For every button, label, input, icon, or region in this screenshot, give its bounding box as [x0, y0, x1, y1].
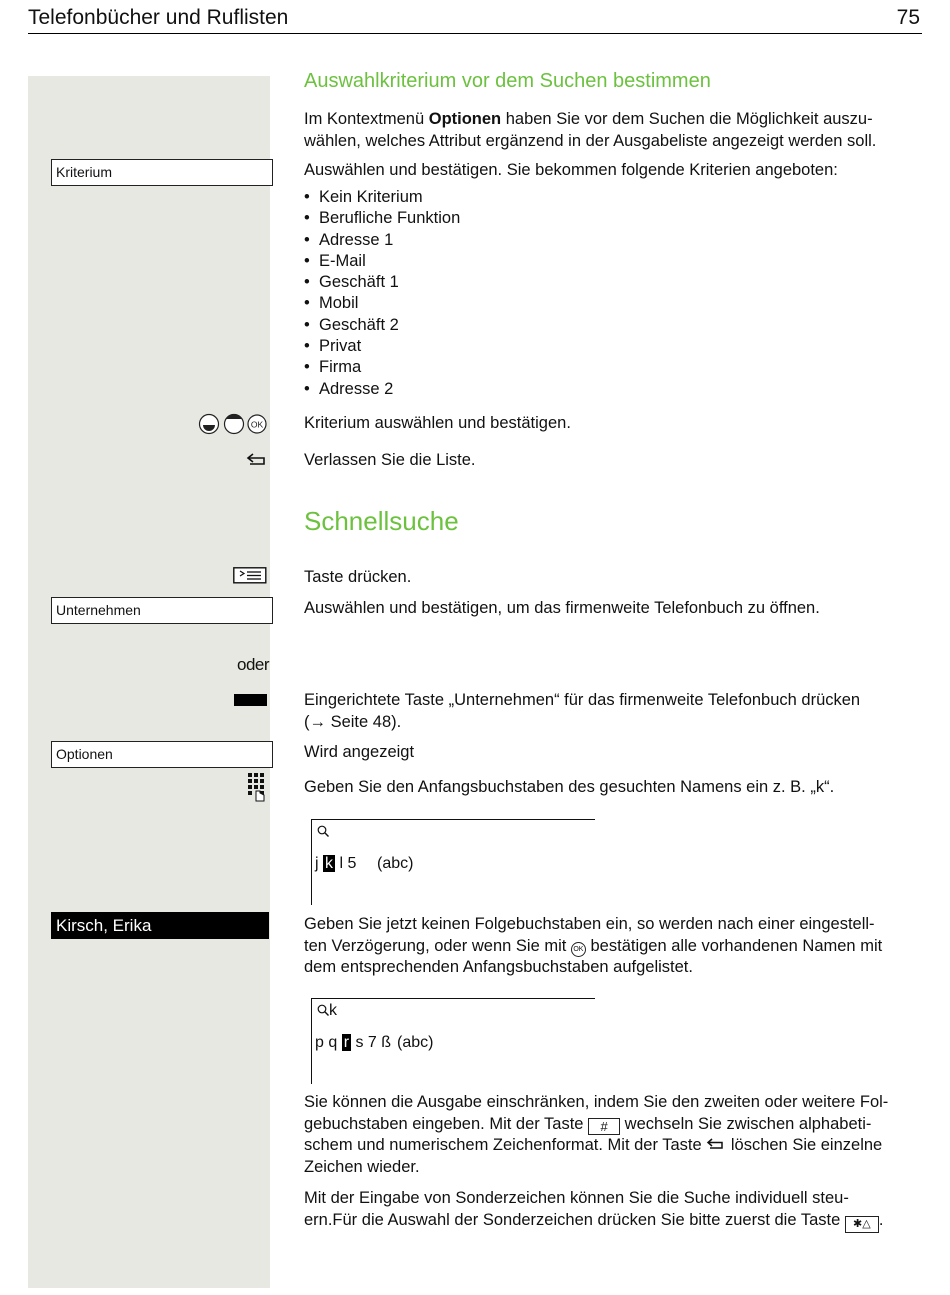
- intro-bold: Optionen: [428, 110, 502, 128]
- navigation-keys-icon: [198, 413, 268, 435]
- selected-char: k: [325, 855, 333, 872]
- page-reference-link[interactable]: (→ Seite 48).: [304, 712, 402, 731]
- hash-key-icon: #: [588, 1118, 620, 1135]
- display-unternehmen: Unternehmen: [51, 597, 273, 624]
- special-line1: Mit der Eingabe von Sonderzeichen können Sie die Suche individuell steu-: [304, 1189, 849, 1207]
- no-more-line1: Geben Sie jetzt keinen Folgebuchstaben ein, so werden nach einer eingestell-: [304, 915, 875, 933]
- svg-text:OK: OK: [250, 419, 264, 430]
- list-item: • Mobil: [304, 293, 460, 314]
- configured-key-line1: Eingerichtete Taste „Unternehmen“ für das firmenweite Telefonbuch drücken: [304, 691, 861, 709]
- menu-key-icon: [233, 567, 267, 584]
- input-mode: (abc): [377, 855, 414, 872]
- no-more-line2b: bestätigen alle vorhandenen Namen mit: [585, 936, 883, 955]
- chars-after: s 7 ß: [351, 1034, 392, 1051]
- restrict-line1: Sie können die Ausgabe einschränken, indem Sie den zweiten oder weitere Fol-: [304, 1093, 889, 1111]
- restrict-line4: Zeichen wieder.: [304, 1157, 420, 1176]
- display-screen-1: [311, 819, 595, 905]
- no-more-letters-text: [304, 914, 924, 979]
- ok-key-icon: OK: [571, 942, 586, 957]
- list-item: • Adresse 1: [304, 230, 460, 251]
- back-arrow-icon: [706, 1137, 726, 1151]
- no-more-line2a: ten Verzögerung, oder wenn Sie mit: [304, 936, 571, 955]
- list-item: • Geschäft 2: [304, 315, 460, 336]
- special-line2a: ern.Für die Auswahl der Sonderzeichen drücken Sie bitte zuerst die Taste: [304, 1210, 845, 1229]
- choose-company-text: Auswählen und bestätigen, um das firmenweite Telefonbuch zu öffnen.: [304, 599, 820, 617]
- display-kirsch-erika: Kirsch, Erika: [51, 912, 269, 939]
- section-heading-criterion: Auswahlkriterium vor dem Suchen bestimmen: [304, 70, 711, 92]
- intro-text-b: haben Sie vor dem Suchen die Möglichkeit auszu-: [501, 110, 873, 128]
- page-number: 75: [896, 6, 920, 29]
- selected-char: r: [343, 1034, 350, 1051]
- back-arrow-icon: [246, 451, 268, 468]
- select-criterion-text: Kriterium auswählen und bestätigen.: [304, 414, 571, 432]
- intro-paragraph: [304, 109, 924, 152]
- chars-after: l 5: [335, 855, 357, 872]
- display-kriterium: Kriterium: [51, 159, 273, 186]
- configured-key-text: [304, 690, 924, 733]
- chars-before: j: [315, 855, 323, 872]
- keypad-icon: [248, 773, 268, 803]
- display-optionen: Optionen: [51, 741, 273, 768]
- list-item: • Privat: [304, 336, 460, 357]
- list-item: • Geschäft 1: [304, 272, 460, 293]
- special-chars-text: [304, 1188, 924, 1233]
- restrict-line3b: löschen Sie einzelne: [726, 1136, 883, 1154]
- programmable-key-icon: [234, 694, 267, 706]
- display-screen-2: [311, 998, 595, 1084]
- list-item: • Firma: [304, 357, 460, 378]
- restrict-output-text: [304, 1092, 924, 1178]
- restrict-line2a: gebuchstaben eingeben. Mit der Taste: [304, 1114, 589, 1133]
- section-heading-quicksearch: Schnellsuche: [304, 506, 459, 536]
- search-query: k: [329, 1002, 337, 1019]
- leave-list-text: Verlassen Sie die Liste.: [304, 451, 476, 469]
- no-more-line3: dem entsprechenden Anfangsbuchstaben aufgelistet.: [304, 958, 693, 976]
- shown-text: Wird angezeigt: [304, 743, 415, 761]
- input-mode: (abc): [397, 1034, 434, 1051]
- header-rule: [28, 33, 922, 34]
- special-line2b: .: [878, 1210, 884, 1229]
- chars-before: p q: [315, 1034, 342, 1051]
- margin-column: [28, 76, 270, 1288]
- list-item: • Berufliche Funktion: [304, 208, 460, 229]
- magnifier-icon: [317, 825, 330, 838]
- choose-criteria-text: Auswählen und bestätigen. Sie bekommen folgende Kriterien angeboten:: [304, 161, 838, 179]
- list-item: • Kein Kriterium: [304, 187, 460, 208]
- running-header-title: Telefonbücher und Ruflisten: [28, 6, 289, 29]
- restrict-line2b: wechseln Sie zwischen alphabeti-: [620, 1114, 872, 1133]
- oder-label: oder: [237, 655, 270, 674]
- intro-text-c: wählen, welches Attribut ergänzend in der Ausgabeliste angezeigt werden soll.: [304, 131, 877, 150]
- enter-letter-text: Geben Sie den Anfangsbuchstaben des gesuchten Namens ein z. B. „k“.: [304, 778, 835, 796]
- char-row: [315, 855, 356, 873]
- list-item: • E-Mail: [304, 251, 460, 272]
- restrict-line3a: schem und numerischem Zeichenformat. Mit der Taste: [304, 1136, 707, 1154]
- press-key-text: Taste drücken.: [304, 568, 412, 586]
- list-item: • Adresse 2: [304, 379, 460, 400]
- star-key-icon: ✱△: [845, 1216, 879, 1233]
- criteria-list: [304, 187, 460, 400]
- char-row: [315, 1034, 391, 1052]
- intro-text-a: Im Kontextmenü: [304, 110, 429, 128]
